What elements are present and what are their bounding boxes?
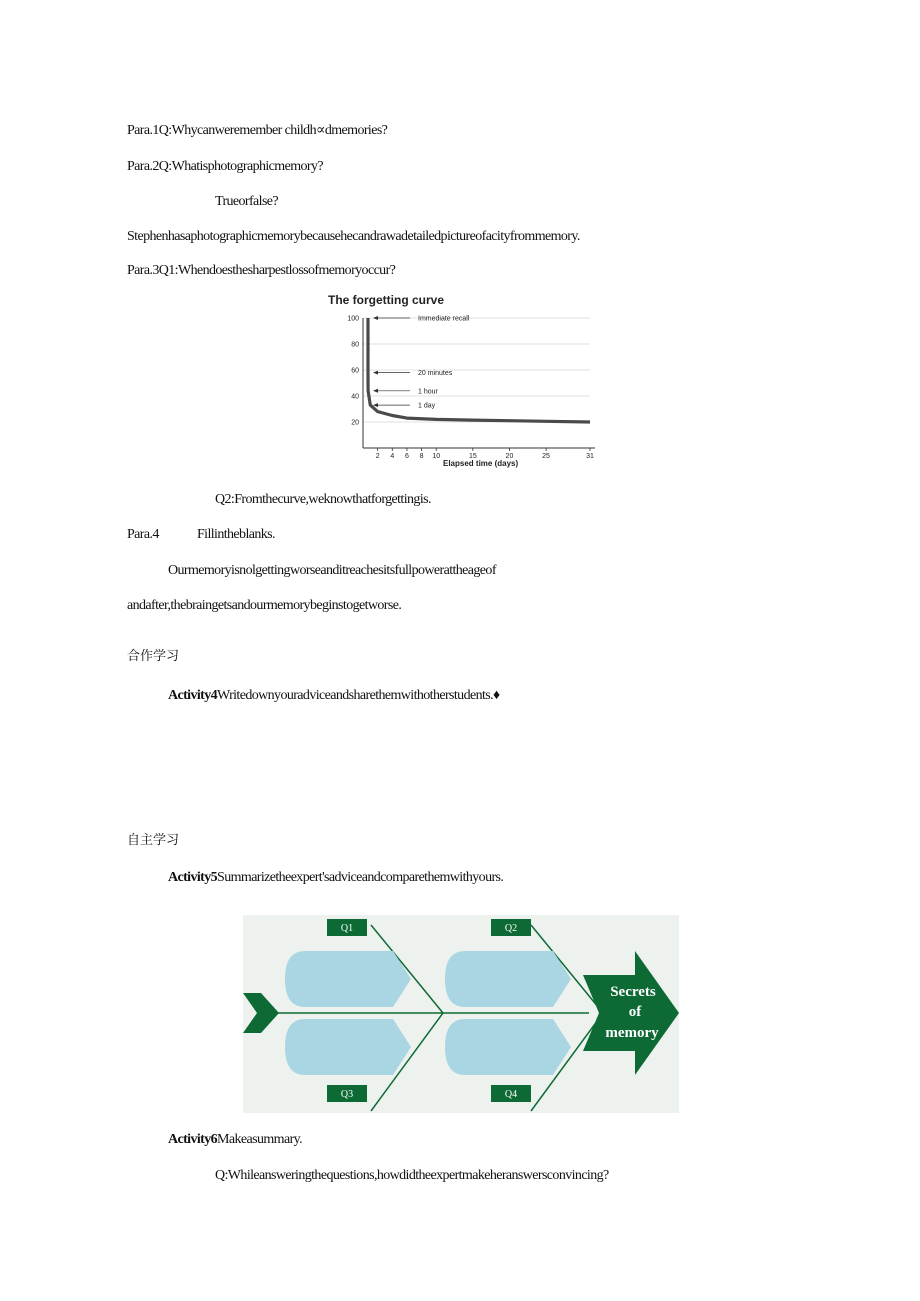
- activity5-line: [168, 869, 503, 887]
- para3-question: Para.3Q1:Whendoesthesharpestlossofmemoryoccur?: [127, 263, 396, 278]
- y-tick-label-4: 100: [347, 315, 359, 323]
- annotation-arrowhead-1: [373, 371, 378, 375]
- x-tick-label-0: 2: [375, 453, 380, 460]
- annotation-arrowhead-2: [373, 389, 378, 393]
- bubble-q2: [445, 951, 571, 1007]
- activity4-label: Activity4: [168, 688, 218, 703]
- activity5-label: Activity5: [168, 870, 218, 885]
- final-question: Q:Whileansweringthequestions,howdidtheexpertmakeheranswersconvincing?: [215, 1168, 609, 1183]
- activity6-label: Activity6: [168, 1132, 218, 1147]
- x-tick-label-4: 10: [432, 453, 441, 460]
- y-tick-label-2: 60: [351, 367, 359, 375]
- annotation-arrowhead-0: [373, 316, 378, 320]
- activity6-line: [168, 1131, 302, 1149]
- memory-sentence-1: Ourmemoryisnolgettingworseanditreachesitsfullpowerattheageof: [168, 563, 496, 578]
- bubble-q4: [445, 1019, 571, 1075]
- forgetting-curve-chart: [325, 290, 600, 470]
- memory-sentence-2: andafter,thebraingetsandourmemorybeginstogetworse.: [127, 598, 402, 613]
- x-axis-label: Elapsed time (days): [443, 459, 519, 468]
- para2-question: Para.2Q:Whatisphotographicmemory?: [127, 159, 323, 174]
- annotation-label-3: 1 day: [418, 402, 436, 410]
- q1-label: Q1: [340, 923, 354, 934]
- para4-label: Para.4: [127, 527, 159, 542]
- head-text-1: Secrets: [610, 984, 656, 1000]
- x-tick-label-6: 20: [505, 453, 514, 460]
- self-learning-heading: 自主学习: [127, 833, 180, 848]
- y-tick-label-1: 40: [351, 393, 359, 401]
- x-tick-label-1: 4: [390, 453, 395, 460]
- annotation-label-2: 1 hour: [418, 388, 438, 396]
- chart-title: The forgetting curve: [328, 293, 445, 307]
- head-text-3: memory: [605, 1025, 659, 1041]
- fill-blanks-instruction: Fillintheblanks.: [197, 527, 275, 542]
- activity4-text: Writedownyouradviceandsharethemwithotherstudents.♦: [217, 688, 500, 703]
- x-tick-label-8: 31: [586, 453, 594, 460]
- cooperative-learning-heading: 合作学习: [127, 649, 180, 664]
- annotation-label-0: Immediate recall: [418, 315, 470, 323]
- q4-label: Q4: [504, 1089, 518, 1100]
- bubble-q1: [285, 951, 411, 1007]
- fishbone-diagram: [243, 915, 679, 1113]
- bubble-q3: [285, 1019, 411, 1075]
- para1-question: Para.1Q:Whycanweremember childh∝dmemories?: [127, 123, 388, 138]
- activity6-text: Makeasummary.: [217, 1132, 303, 1147]
- y-tick-label-3: 80: [351, 341, 359, 349]
- y-tick-label-0: 20: [351, 419, 359, 427]
- head-text-2: of: [628, 1004, 642, 1020]
- stephen-statement: Stephenhasaphotographicmemorybecausehecandrawadetailedpictureofacityfrommemory.: [127, 229, 580, 244]
- x-tick-label-7: 25: [542, 453, 550, 460]
- x-tick-label-5: 15: [468, 453, 477, 460]
- q2-label: Q2: [504, 923, 518, 934]
- annotation-label-1: 20 minutes: [418, 370, 453, 378]
- tail-chevron-icon: [243, 993, 279, 1033]
- x-tick-label-2: 6: [404, 453, 409, 460]
- true-or-false-label: Trueorfalse?: [215, 194, 279, 209]
- activity4-line: [168, 687, 500, 705]
- q3-label: Q3: [340, 1089, 354, 1100]
- x-tick-label-3: 8: [419, 453, 424, 460]
- activity5-text: Summarizetheexpert'sadviceandcomparethemwithyours.: [217, 870, 504, 885]
- q2-statement: Q2:Fromthecurve,weknowthatforgettingis.: [215, 492, 431, 507]
